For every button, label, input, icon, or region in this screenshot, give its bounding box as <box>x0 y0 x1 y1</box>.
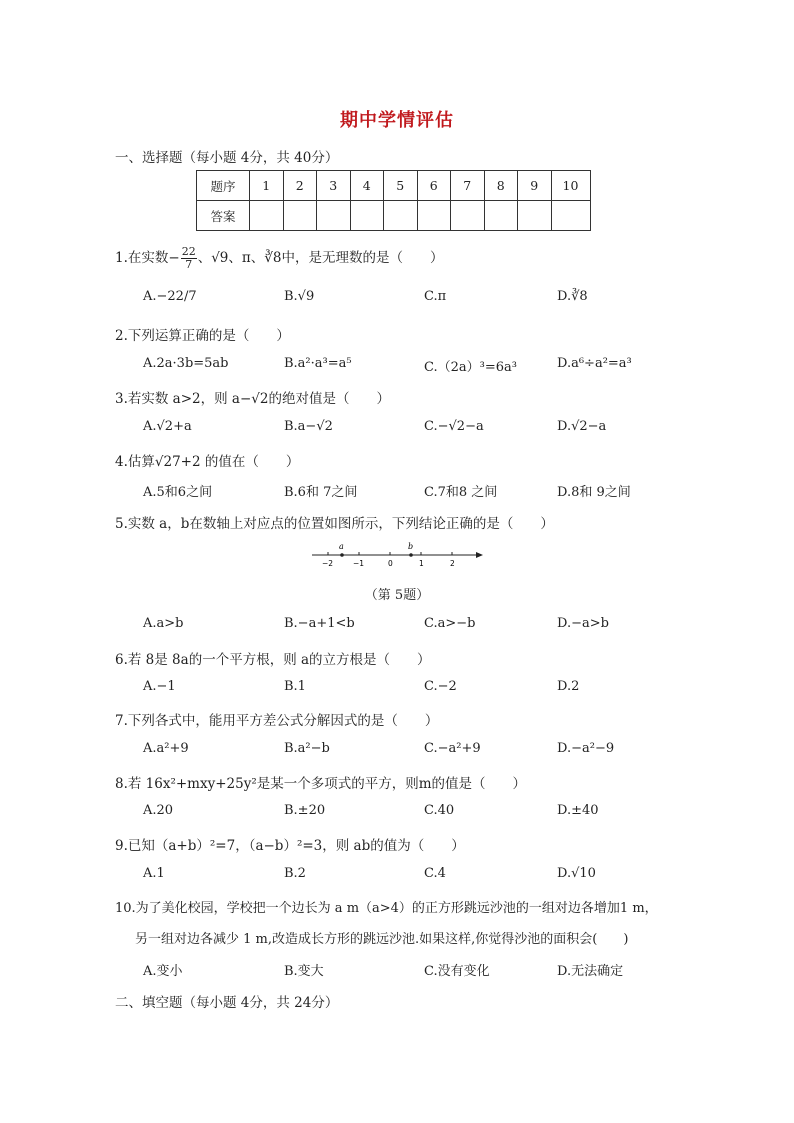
answer-cell[interactable] <box>417 201 451 231</box>
option-b: B.a−√2 <box>284 419 333 434</box>
question-10-line2: 另一组对边各减少 1 m,改造成长方形的跳远沙池.如果这样,你觉得沙池的面积会( ) <box>135 932 629 947</box>
option-d: D.∛8 <box>557 289 588 304</box>
table-number: 5 <box>384 171 418 201</box>
option-a: A.a²+9 <box>143 741 189 756</box>
option-d: D.√10 <box>557 866 596 881</box>
point-label-b: b <box>408 542 414 551</box>
option-b: B.6和 7之间 <box>284 485 358 500</box>
answer-cell[interactable] <box>384 201 418 231</box>
table-number: 7 <box>451 171 485 201</box>
question-7: 7.下列各式中，能用平方差公式分解因式的是（ ） <box>115 713 439 729</box>
option-d: D.√2−a <box>557 419 607 434</box>
option-a: A.−22/7 <box>143 289 197 304</box>
tick-label: −2 <box>322 559 334 568</box>
answer-cell[interactable] <box>350 201 384 231</box>
option-a: A.5和6之间 <box>143 485 213 500</box>
option-c: C.4 <box>424 866 446 881</box>
table-number: 4 <box>350 171 384 201</box>
figure-caption: （第 5题） <box>364 588 430 603</box>
option-c: C.（2a）³=6a³ <box>424 360 517 375</box>
option-a: A.1 <box>143 866 165 881</box>
section-heading-choice: 一、选择题（每小题 4分，共 40分） <box>115 150 339 166</box>
answer-cell[interactable] <box>283 201 317 231</box>
question-6: 6.若 8是 8a的一个平方根，则 a的立方根是（ ） <box>115 652 431 668</box>
fraction: $\frac{22}{7}$ <box>181 245 196 271</box>
table-number: 8 <box>484 171 518 201</box>
question-8: 8.若 16x²+mxy+25y²是某一个多项式的平方，则m的值是（ ） <box>115 776 527 792</box>
option-d: D.−a>b <box>557 616 609 631</box>
option-b: B.±20 <box>284 803 326 818</box>
question-text: 1.在实数− <box>115 250 180 266</box>
table-number: 9 <box>518 171 552 201</box>
page-title: 期中学情评估 <box>340 110 454 131</box>
table-number: 2 <box>283 171 317 201</box>
option-d: D.±40 <box>557 803 599 818</box>
answer-cell[interactable] <box>484 201 518 231</box>
number-line-figure <box>308 536 488 576</box>
option-b: B.变大 <box>284 964 324 979</box>
tick-label: −1 <box>353 559 365 568</box>
question-5: 5.实数 a，b在数轴上对应点的位置如图所示，下列结论正确的是（ ） <box>115 516 554 532</box>
answer-cell[interactable] <box>250 201 284 231</box>
point-label-a: a <box>339 542 344 551</box>
option-a: A.20 <box>143 803 174 818</box>
option-a: A.a>b <box>143 616 184 631</box>
answer-cell[interactable] <box>518 201 552 231</box>
option-c: C.−2 <box>424 679 457 694</box>
question-10: 10.为了美化校园，学校把一个边长为 a m（a>4）的正方形跳远沙池的一组对边各增加1 m， <box>115 901 658 916</box>
table-answer-label: 答案 <box>197 201 250 231</box>
table-number: 10 <box>551 171 590 201</box>
option-a: A.−1 <box>143 679 176 694</box>
option-a: A.2a·3b=5ab <box>143 356 229 371</box>
option-d: D.−a²−9 <box>557 741 615 756</box>
answer-cell[interactable] <box>551 201 590 231</box>
option-b: B.−a+1<b <box>284 616 355 631</box>
question-1 <box>115 246 443 271</box>
table-row-header <box>197 171 591 201</box>
table-number: 1 <box>250 171 284 201</box>
table-header-label: 题序 <box>197 171 250 201</box>
option-c: C.−a²+9 <box>424 741 481 756</box>
option-d: D.2 <box>557 679 580 694</box>
option-b: B.2 <box>284 866 306 881</box>
option-d: D.a⁶÷a²=a³ <box>557 356 632 371</box>
option-d: D.无法确定 <box>557 964 624 979</box>
arrow-icon <box>476 552 483 558</box>
option-b: B.a²·a³=a⁵ <box>284 356 352 371</box>
point-b <box>409 553 413 557</box>
option-a: A.√2+a <box>143 419 192 434</box>
answer-cell[interactable] <box>451 201 485 231</box>
table-number: 3 <box>317 171 351 201</box>
option-c: C.40 <box>424 803 455 818</box>
table-number: 6 <box>417 171 451 201</box>
option-c: C.7和8 之间 <box>424 485 498 500</box>
table-row-answers <box>197 201 591 231</box>
option-c: C.没有变化 <box>424 964 490 979</box>
option-b: B.1 <box>284 679 306 694</box>
option-b: B.a²−b <box>284 741 330 756</box>
option-c: C.−√2−a <box>424 419 484 434</box>
section-heading-fill: 二、填空题（每小题 4分，共 24分） <box>115 995 339 1011</box>
answer-cell[interactable] <box>317 201 351 231</box>
question-2: 2.下列运算正确的是（ ） <box>115 328 290 344</box>
option-c: C.a>−b <box>424 616 476 631</box>
question-text: 、√9、π、∛8中，是无理数的是（ ） <box>197 250 444 266</box>
option-b: B.√9 <box>284 289 315 304</box>
question-9: 9.已知（a+b）²=7，（a−b）²=3，则 ab的值为（ ） <box>115 838 465 854</box>
question-4: 4.估算√27+2 的值在（ ） <box>115 454 300 470</box>
option-c: C.π <box>424 289 447 304</box>
answer-table <box>196 170 591 231</box>
option-a: A.变小 <box>143 964 183 979</box>
point-a <box>340 553 344 557</box>
question-3: 3.若实数 a>2，则 a−√2的绝对值是（ ） <box>115 391 390 407</box>
tick-label: 0 <box>388 559 393 568</box>
tick-label: 2 <box>450 559 455 568</box>
option-d: D.8和 9之间 <box>557 485 631 500</box>
tick-label: 1 <box>419 559 424 568</box>
